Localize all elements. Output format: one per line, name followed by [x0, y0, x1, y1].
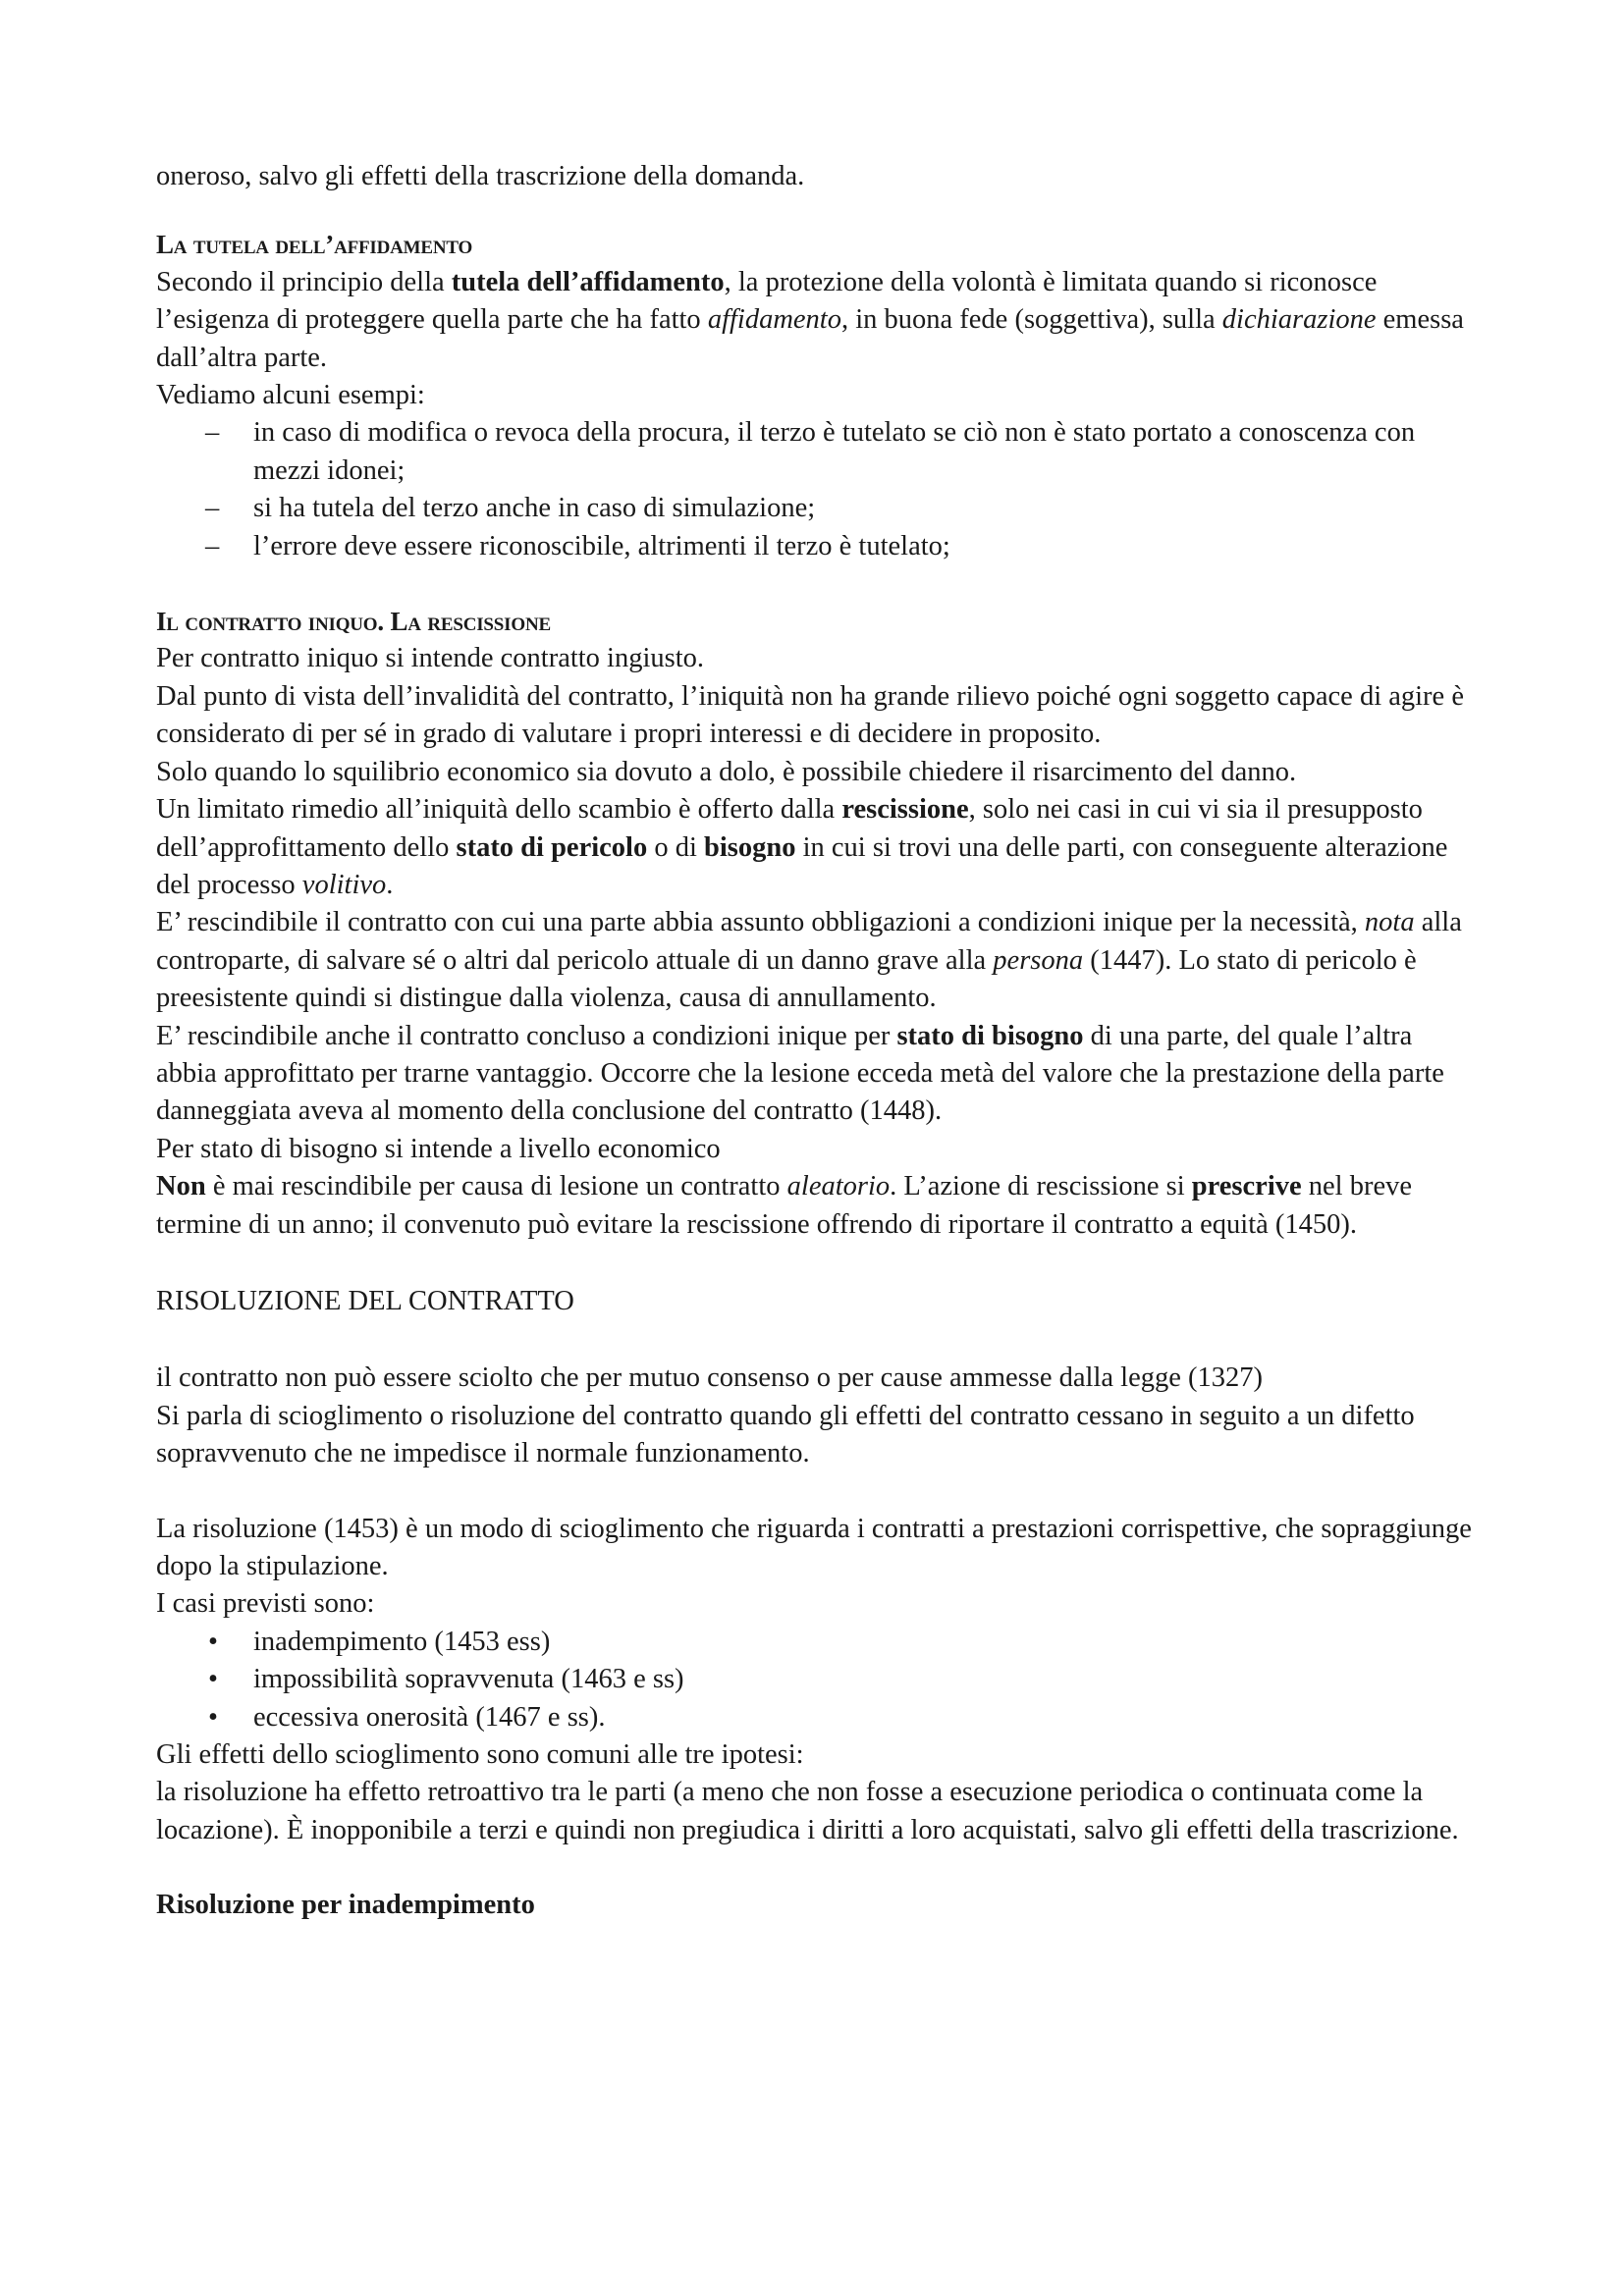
bullet-marker: • [208, 1664, 218, 1695]
affidamento-paragraph: Secondo il principio della tutela dell’affidamento, la protezione della volontà è limitata quando si riconosce l’esigenza di proteggere quella parte che ha fatto affidamento, in buona fede (soggettiva), sulla dichiarazione emessa dall’altra parte. [156, 266, 1464, 373]
dash-marker: – [205, 530, 220, 561]
rescissione-paragraph-1: Per contratto iniquo si intende contratto ingiusto. [156, 643, 705, 674]
intro-paragraph: oneroso, salvo gli effetti della trascrizione della domanda. [156, 161, 805, 191]
examples-list [156, 414, 1477, 565]
risoluzione-paragraph-4: Gli effetti dello scioglimento sono comuni alle tre ipotesi: [156, 1739, 804, 1771]
bullet-marker: • [208, 1626, 218, 1657]
inadempimento-heading: Risoluzione per inadempimento [156, 1890, 535, 1921]
rescissione-paragraph-5: E’ rescindibile il contratto con cui una parte abbia assunto obbligazioni a condizioni inique per la necessità, nota alla controparte, di salvare sé o altri dal pericolo attuale di un danno grave alla persona (1447). Lo stato di pericolo è preesistente quindi si distingue dalla violenza, causa di annullamento. [156, 907, 1462, 1014]
spacer [156, 1849, 1477, 1887]
rescissione-paragraph-7: Per stato di bisogno si intende a livello economico [156, 1133, 721, 1164]
rescissione-paragraph-6: E’ rescindibile anche il contratto concluso a condizioni inique per stato di bisogno di una parte, del quale l’altra abbia approfittato per trarne vantaggio. Occorre che la lesione ecceda metà del valore che la prestazione della parte danneggiata aveva al momento della conclusione del contratto (1448). [156, 1020, 1444, 1127]
risoluzione-paragraph-2: Si parla di scioglimento o risoluzione del contratto quando gli effetti del contratto cessano in seguito a un difetto sopravvenuto che ne impedisce il normale funzionamento. [156, 1400, 1415, 1469]
list-item: • inadempimento (1453 ess) [156, 1624, 1477, 1661]
list-item: – si ha tutela del terzo anche in caso di simulazione; [156, 490, 1477, 527]
rescissione-paragraph-3: Solo quando lo squilibrio economico sia dovuto a dolo, è possibile chiedere il risarcimento del danno. [156, 756, 1297, 787]
risoluzione-paragraph-3: La risoluzione (1453) è un modo di scioglimento che riguarda i contratti a prestazioni corrispettive, che sopraggiunge dopo la stipulazione. [156, 1513, 1472, 1581]
spacer [156, 1473, 1477, 1511]
risoluzione-paragraph-5: la risoluzione ha effetto retroattivo tra le parti (a meno che non fosse a esecuzione periodica o continuata come la locazione). È inopponibile a terzi e quindi non pregiudica i diritti a loro acquistati, salvo gli effetti della trascrizione. [156, 1777, 1459, 1845]
dash-marker: – [205, 417, 220, 449]
affidamento-heading: La tutela dell’affidamento [156, 230, 473, 260]
spacer [156, 1244, 1477, 1283]
dash-marker: – [205, 493, 220, 524]
list-item: • impossibilità sopravvenuta (1463 e ss) [156, 1661, 1477, 1698]
spacer [156, 565, 1477, 603]
rescissione-heading: Il contratto iniquo. La rescissione [156, 607, 551, 637]
cases-list [156, 1624, 1477, 1736]
bullet-marker: • [208, 1701, 218, 1733]
list-item: – l’errore deve essere riconoscibile, altrimenti il terzo è tutelato; [156, 528, 1477, 565]
list-item: – in caso di modifica o revoca della procura, il terzo è tutelato se ciò non è stato portato a conoscenza con mezzi idonei; [156, 414, 1477, 490]
rescissione-paragraph-8: Non è mai rescindibile per causa di lesione un contratto aleatorio. L’azione di rescissione si prescrive nel breve termine di un anno; il convenuto può evitare la rescissione offrendo di riportare il contratto a equità (1450). [156, 1171, 1412, 1240]
spacer [156, 195, 1477, 226]
risoluzione-heading: RISOLUZIONE DEL CONTRATTO [156, 1285, 574, 1316]
page-content [156, 158, 1477, 1925]
cases-intro: I casi previsti sono: [156, 1588, 375, 1620]
rescissione-paragraph-2: Dal punto di vista dell’invalidità del contratto, l’iniquità non ha grande rilievo poiché ogni soggetto capace di agire è considerato di per sé in grado di valutare i propri interessi e di decidere in proposito. [156, 680, 1464, 750]
rescissione-paragraph-4: Un limitato rimedio all’iniquità dello scambio è offerto dalla rescissione, solo nei casi in cui vi sia il presupposto dell’approfittamento dello stato di pericolo o di bisogno in cui si trovi una delle parti, con conseguente alterazione del processo volitivo. [156, 794, 1448, 900]
spacer [156, 1320, 1477, 1360]
list-item: • eccessiva onerosità (1467 e ss). [156, 1699, 1477, 1736]
risoluzione-paragraph-1: il contratto non può essere sciolto che per mutuo consenso o per cause ammesse dalla legge (1327) [156, 1362, 1263, 1394]
examples-intro: Vediamo alcuni esempi: [156, 380, 425, 411]
